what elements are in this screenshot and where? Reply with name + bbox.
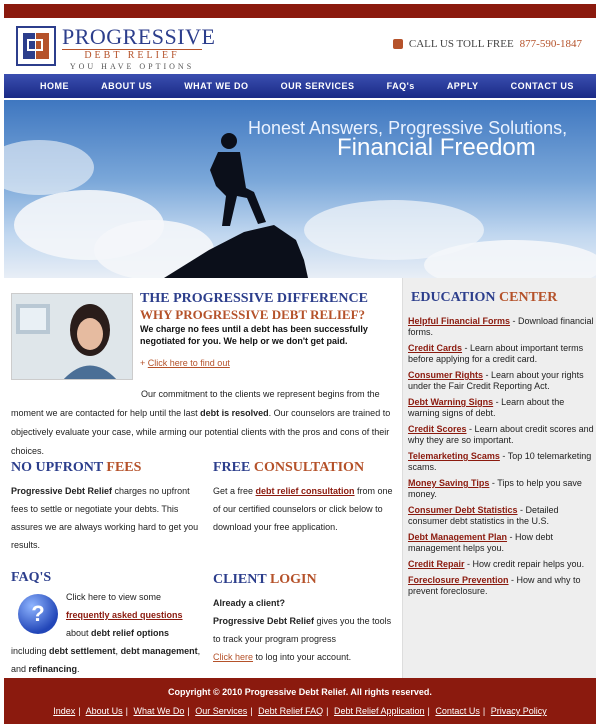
- hero-banner: [4, 100, 596, 278]
- brand-name: PROGRESSIVE: [62, 24, 216, 49]
- list-item: Helpful Financial Forms - Download financial forms.: [408, 316, 594, 337]
- faq-link[interactable]: frequently asked questions: [66, 610, 183, 620]
- edu-link-foreclosure[interactable]: Foreclosure Prevention: [408, 575, 509, 585]
- nav-apply[interactable]: APPLY: [446, 81, 479, 91]
- agent-photo: [11, 293, 133, 380]
- list-item: Credit Cards - Learn about important terms before applying for a credit card.: [408, 343, 584, 364]
- faqs-text-bottom: including debt settlement, debt management, and refinancing.: [11, 646, 201, 674]
- nav-home[interactable]: HOME: [40, 81, 69, 91]
- consultation-link[interactable]: debt relief consultation: [255, 486, 355, 496]
- education-list: [408, 316, 594, 602]
- call-toll-free: [393, 38, 582, 50]
- copyright: Copyright © 2010 Progressive Debt Relief. All rights reserved.: [168, 687, 432, 697]
- edu-link-debt-statistics[interactable]: Consumer Debt Statistics: [408, 505, 518, 515]
- brand-logo[interactable]: [62, 24, 216, 72]
- site-header: [4, 18, 596, 74]
- footer-link-index[interactable]: Index: [53, 706, 76, 716]
- edu-link-money-saving[interactable]: Money Saving Tips: [408, 478, 490, 488]
- phone-number[interactable]: 877-590-1847: [519, 38, 582, 50]
- nav-faqs[interactable]: FAQ's: [386, 81, 415, 91]
- education-center: [402, 278, 596, 678]
- left-column: [4, 278, 400, 678]
- question-icon[interactable]: ?: [18, 594, 58, 634]
- heading-faqs: FAQ'S: [11, 570, 52, 585]
- no-upfront-text: Progressive Debt Relief charges no upfront fees to settle or negotiate your debts. This assures we are always working hard to get you results.: [11, 486, 199, 550]
- list-item: Credit Repair - How credit repair helps you.: [408, 559, 585, 569]
- plus-icon: +: [140, 358, 146, 368]
- free-consultation-text: Get a free debt relief consultation from one of our certified counselors or click below to download your free application.: [213, 486, 393, 532]
- footer-link-privacy[interactable]: Privacy Policy: [490, 706, 547, 716]
- footer-links: Index | About Us | What We Do | Our Services | Debt Relief FAQ | Debt Relief Application | Contact Us | Privacy Policy: [53, 706, 547, 716]
- main-nav: [4, 74, 596, 100]
- find-out-link[interactable]: Click here to find out: [147, 358, 230, 368]
- logo-icon[interactable]: [16, 26, 56, 66]
- edu-link-credit-cards[interactable]: Credit Cards: [408, 343, 463, 353]
- heading-client-login: CLIENT LOGIN: [213, 572, 317, 587]
- find-out-link-wrap: [140, 358, 230, 368]
- footer-link-contact[interactable]: Contact Us: [435, 706, 480, 716]
- edu-link-consumer-rights[interactable]: Consumer Rights: [408, 370, 484, 380]
- nav-what-we-do[interactable]: WHAT WE DO: [184, 81, 249, 91]
- footer-link-about[interactable]: About Us: [85, 706, 123, 716]
- list-item: Foreclosure Prevention - How and why to prevent foreclosure.: [408, 575, 581, 596]
- edu-link-debt-management[interactable]: Debt Management Plan: [408, 532, 508, 542]
- footer-link-application[interactable]: Debt Relief Application: [333, 706, 425, 716]
- brand-sub: DEBT RELIEF: [62, 49, 202, 62]
- heading-free-consultation: FREE CONSULTATION: [213, 460, 365, 475]
- intro-bold-text: We charge no fees until a debt has been successfully negotiated for you. We help or we don't get paid.: [140, 324, 368, 346]
- footer-link-what-we-do[interactable]: What We Do: [133, 706, 185, 716]
- list-item: Money Saving Tips - Tips to help you save money.: [408, 478, 582, 499]
- list-item: Consumer Rights - Learn about your rights under the Fair Credit Reporting Act.: [408, 370, 584, 391]
- edu-link-warning-signs[interactable]: Debt Warning Signs: [408, 397, 494, 407]
- nav-contact-us[interactable]: CONTACT US: [510, 81, 574, 91]
- login-link[interactable]: Click here: [213, 652, 254, 662]
- site-footer: [4, 678, 596, 724]
- list-item: Telemarketing Scams - Top 10 telemarketing scams.: [408, 451, 592, 472]
- heading-education-center: EDUCATION CENTER: [411, 290, 558, 305]
- heading-why-progressive: WHY PROGRESSIVE DEBT RELIEF?: [140, 307, 366, 322]
- heading-no-upfront-fees: NO UPFRONT FEES: [11, 460, 142, 475]
- nav-our-services[interactable]: OUR SERVICES: [280, 81, 355, 91]
- heading-progressive-difference: THE PROGRESSIVE DIFFERENCE: [140, 291, 368, 306]
- list-item: Debt Warning Signs - Learn about the warning signs of debt.: [408, 397, 565, 418]
- footer-link-faq[interactable]: Debt Relief FAQ: [258, 706, 324, 716]
- call-label: CALL US TOLL FREE: [408, 38, 514, 50]
- client-login-text: Already a client? Progressive Debt Relief gives you the tools to track your program progress Click here to log into your account.: [213, 598, 392, 662]
- footer-link-services[interactable]: Our Services: [195, 706, 248, 716]
- list-item: Debt Management Plan - How debt management helps you.: [408, 532, 554, 553]
- nav-about-us[interactable]: ABOUT US: [101, 81, 153, 91]
- hero-line-2: Financial Freedom: [337, 134, 536, 161]
- main-content: [4, 278, 596, 678]
- edu-link-forms[interactable]: Helpful Financial Forms: [408, 316, 511, 326]
- phone-icon: [393, 39, 403, 49]
- brand-tagline: YOU HAVE OPTIONS: [69, 62, 195, 71]
- edu-link-credit-repair[interactable]: Credit Repair: [408, 559, 465, 569]
- list-item: Consumer Debt Statistics - Detailed consumer debt statistics in the U.S.: [408, 505, 559, 526]
- top-bar: [4, 4, 596, 18]
- list-item: Credit Scores - Learn about credit scores and why they are so important.: [408, 424, 594, 445]
- commitment-paragraph: Our commitment to the clients we represent begins from the moment we are contacted for help until the last debt is resolved. Our counselors are trained to objectively evaluate your case, while arming our potential clients with the pros and cons of their choices.: [11, 389, 391, 456]
- edu-link-telemarketing[interactable]: Telemarketing Scams: [408, 451, 500, 461]
- faqs-text-top: Click here to view some frequently asked questions about debt relief options: [66, 592, 183, 638]
- edu-link-credit-scores[interactable]: Credit Scores: [408, 424, 467, 434]
- hero-line-1: Honest Answers, Progressive Solutions,: [248, 118, 568, 138]
